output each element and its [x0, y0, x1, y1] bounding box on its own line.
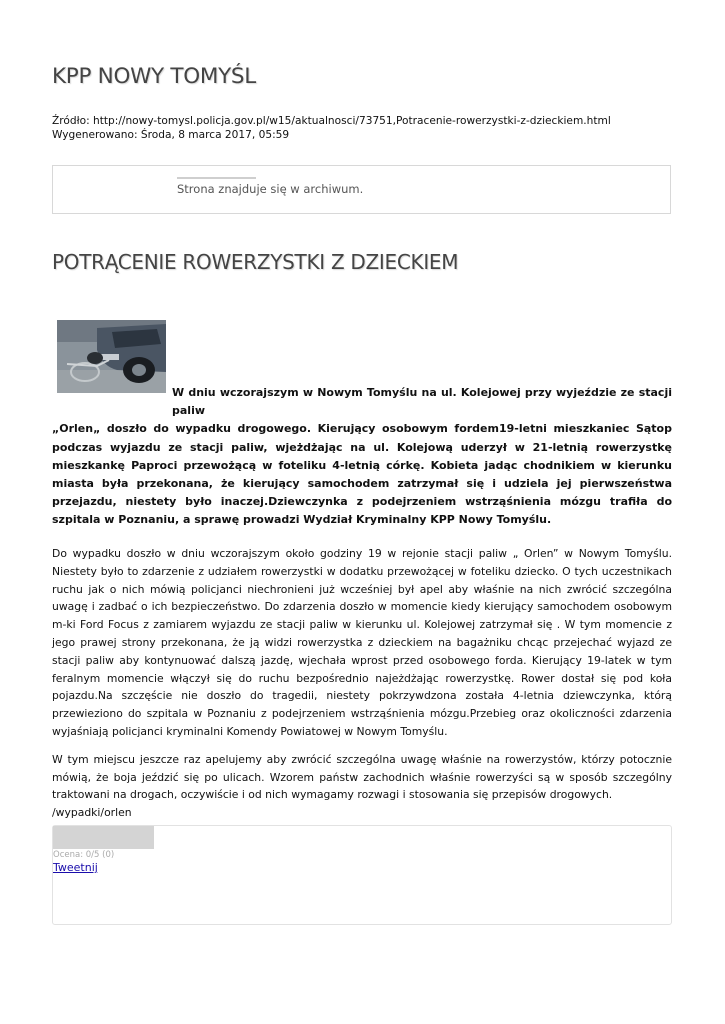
body-paragraph: Do wypadku doszło w dniu wczorajszym około godziny 19 w rejonie stacji paliw „ Orlen” w Nowym Tomyślu. Niestety było to zdarzenie z udziałem rowerzystki w dodatku przewożącej w foteliku dziecko. O tych uczestnikach ruchu jak o nich mówią policjanci niechronieni już wcześniej był apel aby właśnie na nich zwrócić szczególna uwagę i zadbać o ich bezpieczeństwo. Do zdarzenia doszło w momencie kiedy kierujący samochodem osobowym m-ki Ford Focus z zamiarem wyjazdu ze stacji paliw w kierunku ul. Kolejowej zatrzymał się . W tym momencie z jego prawej strony przekonana, że ją widzi rowerzystka z dzieckiem na bagażniku chcąc przejechać wyjazd ze stacji paliw aby kontynuować dalszą jazdę, wjechała wprost przed osobowego forda. Kierujący 19-latek w tym feralnym momencie włączył się do ruchu bezpośrednio najeżdżając rowerzystkę. Rower dostał się pod koła pojazdu.Na szczęście nie doszło do tragedii, niestety pokrzywdzona została 4-letnia dziewczynka, którą przewieziono do szpitala w Poznaniu z podejrzeniem wstrząśnienia mózgu.Przebieg oraz okoliczności zdarzenia wyjaśniają policjanci kryminalni Komendy Powiatowej w Nowym Tomyślu. [52, 547, 672, 738]
archive-notice-bar [177, 177, 256, 179]
lead-first-line: W dniu wczorajszym w Nowym Tomyślu na ul. Kolejowej przy wyjeździe ze stacji paliw [172, 386, 672, 418]
rating-score: Ocena: 0/5 (0) [53, 850, 115, 860]
source-line: Źródło: http://nowy-tomysl.policja.gov.pl/w15/aktualnosci/73751,Potracenie-rowerzystki-z-dzieckiem.html [52, 115, 611, 127]
document-meta [52, 114, 611, 142]
accident-photo [57, 320, 166, 393]
article-lead [52, 384, 672, 530]
generated-line: Wygenerowano: Środa, 8 marca 2017, 05:59 [52, 129, 290, 141]
tag-path: /wypadki/orlen [52, 806, 132, 820]
body-paragraph: W tym miejscu jeszcze raz apelujemy aby zwrócić szczególna uwagę właśnie na rowerzystów, którzy potocznie mówią, że boja jeździć się po ulicach. Wzorem państw zachodnich właśnie rowerzyści są w sposób szczególny traktowani na drogach, oczywiście i od nich wymagamy rozwagi i stosowania się przepisów drogowych. [52, 752, 672, 802]
archive-notice-text: Strona znajduje się w archiwum. [177, 182, 364, 196]
lead-rest: „Orlen„ doszło do wypadku drogowego. Kierujący osobowym fordem19-letni mieszkaniec Sątop podczas wyjazdu ze stacji paliw, wjeżdżając na ul. Kolejową uderzył w 21-letnią rowerzystkę mieszkankę Paproci przewożącą w foteliku 4-letnią córkę. Kobieta jadąc chodnikiem w kierunku miasta była przekonana, że kierujący samochodem zatrzymał się i udziela jej pierwszeństwa przejazdu, niestety było inaczej.Dziewczynka z podejrzeniem wstrząśnienia mózgu trafiła do szpitala w Poznaniu, a sprawę prowadzi Wydział Kryminalny KPP Nowy Tomyślu. [52, 422, 672, 527]
rating-box [52, 825, 672, 925]
tweet-link[interactable]: Tweetnij [53, 861, 98, 874]
site-title: KPP NOWY TOMYŚL [52, 64, 256, 89]
rating-stars[interactable] [53, 826, 154, 849]
article-title: POTRĄCENIE ROWERZYSTKI Z DZIECKIEM [52, 250, 459, 274]
article-body [52, 545, 672, 822]
archive-notice [52, 165, 671, 214]
